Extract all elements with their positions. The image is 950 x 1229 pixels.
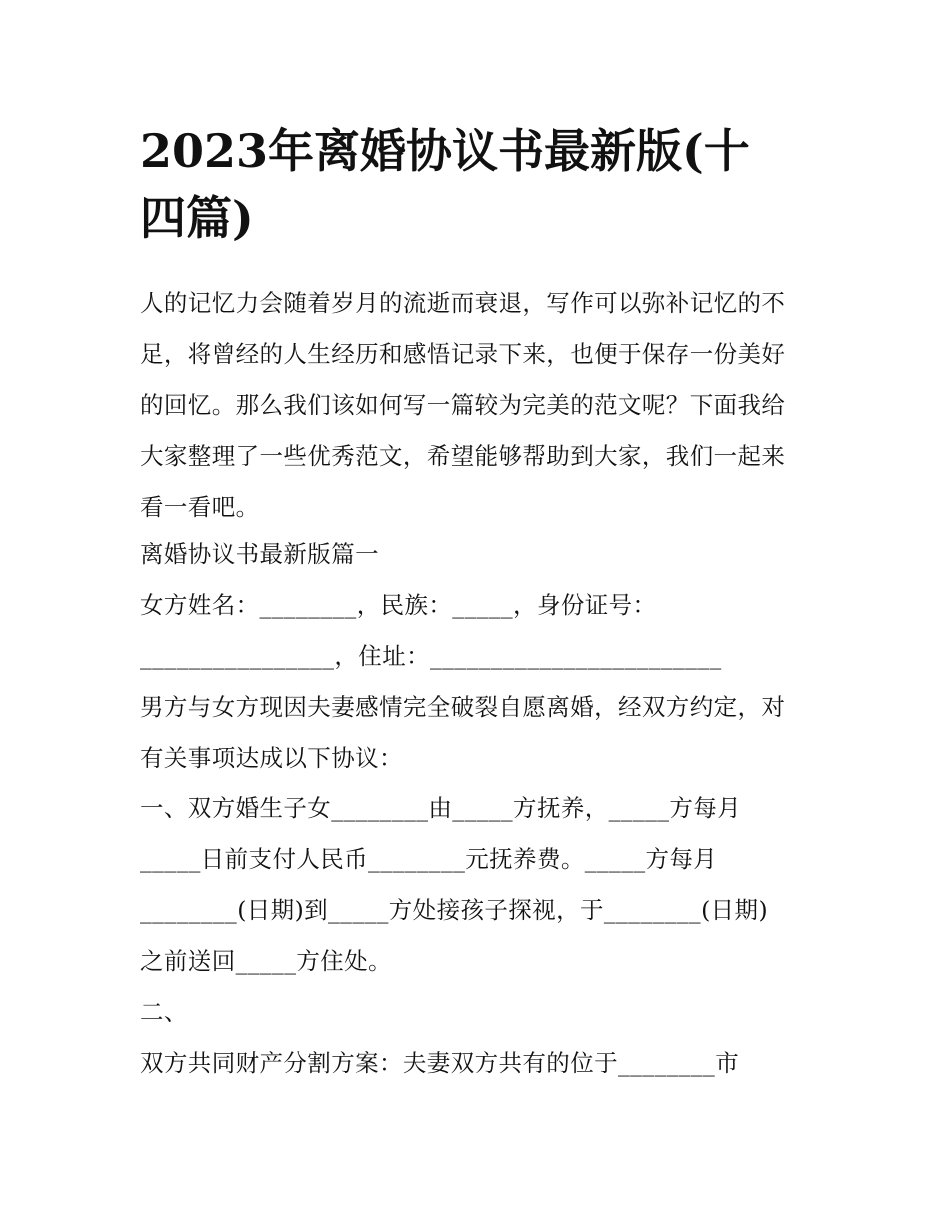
- document-title: [140, 118, 820, 252]
- intro-paragraph: [140, 278, 820, 533]
- clause-one-line: 之前送回_____方住处。: [140, 947, 392, 975]
- clause-one: [140, 783, 820, 987]
- title-line-1: 2023年离婚协议书最新版(十: [140, 124, 750, 178]
- agreement-line: 男方与女方现因夫妻感情完全破裂自愿离婚，经双方约定，对: [140, 693, 786, 721]
- section-heading-block: [140, 529, 820, 580]
- intro-line: 看一看吧。: [140, 493, 260, 521]
- section-heading: 离婚协议书最新版篇一: [140, 540, 379, 568]
- agreement-paragraph: [140, 682, 820, 784]
- intro-line: 的回忆。那么我们该如何写一篇较为完美的范文呢？下面我给: [140, 391, 786, 419]
- title-line-2: 四篇): [140, 191, 254, 245]
- party-line: ________________，住址：________________________: [140, 642, 722, 670]
- clause-two-heading: 二、: [140, 998, 188, 1026]
- intro-line: 足，将曾经的人生经历和感悟记录下来，也便于保存一份美好: [140, 340, 786, 368]
- party-info: [140, 580, 820, 682]
- party-line: 女方姓名：________，民族：_____，身份证号：: [140, 591, 657, 619]
- clause-two-line: 双方共同财产分割方案：夫妻双方共有的位于________市: [140, 1049, 740, 1077]
- intro-line: 大家整理了一些优秀范文，希望能够帮助到大家，我们一起来: [140, 442, 786, 470]
- clause-one-line: _____日前支付人民币________元抚养费。_____方每月: [140, 845, 718, 873]
- intro-line: 人的记忆力会随着岁月的流逝而衰退，写作可以弥补记忆的不: [140, 289, 786, 317]
- clause-two: [140, 987, 820, 1089]
- clause-one-line: ________(日期)到_____方处接孩子探视，于________(日期): [140, 896, 769, 924]
- clause-one-line: 一、双方婚生子女________由_____方抚养，_____方每月: [140, 794, 742, 822]
- agreement-line: 有关事项达成以下协议：: [140, 744, 403, 772]
